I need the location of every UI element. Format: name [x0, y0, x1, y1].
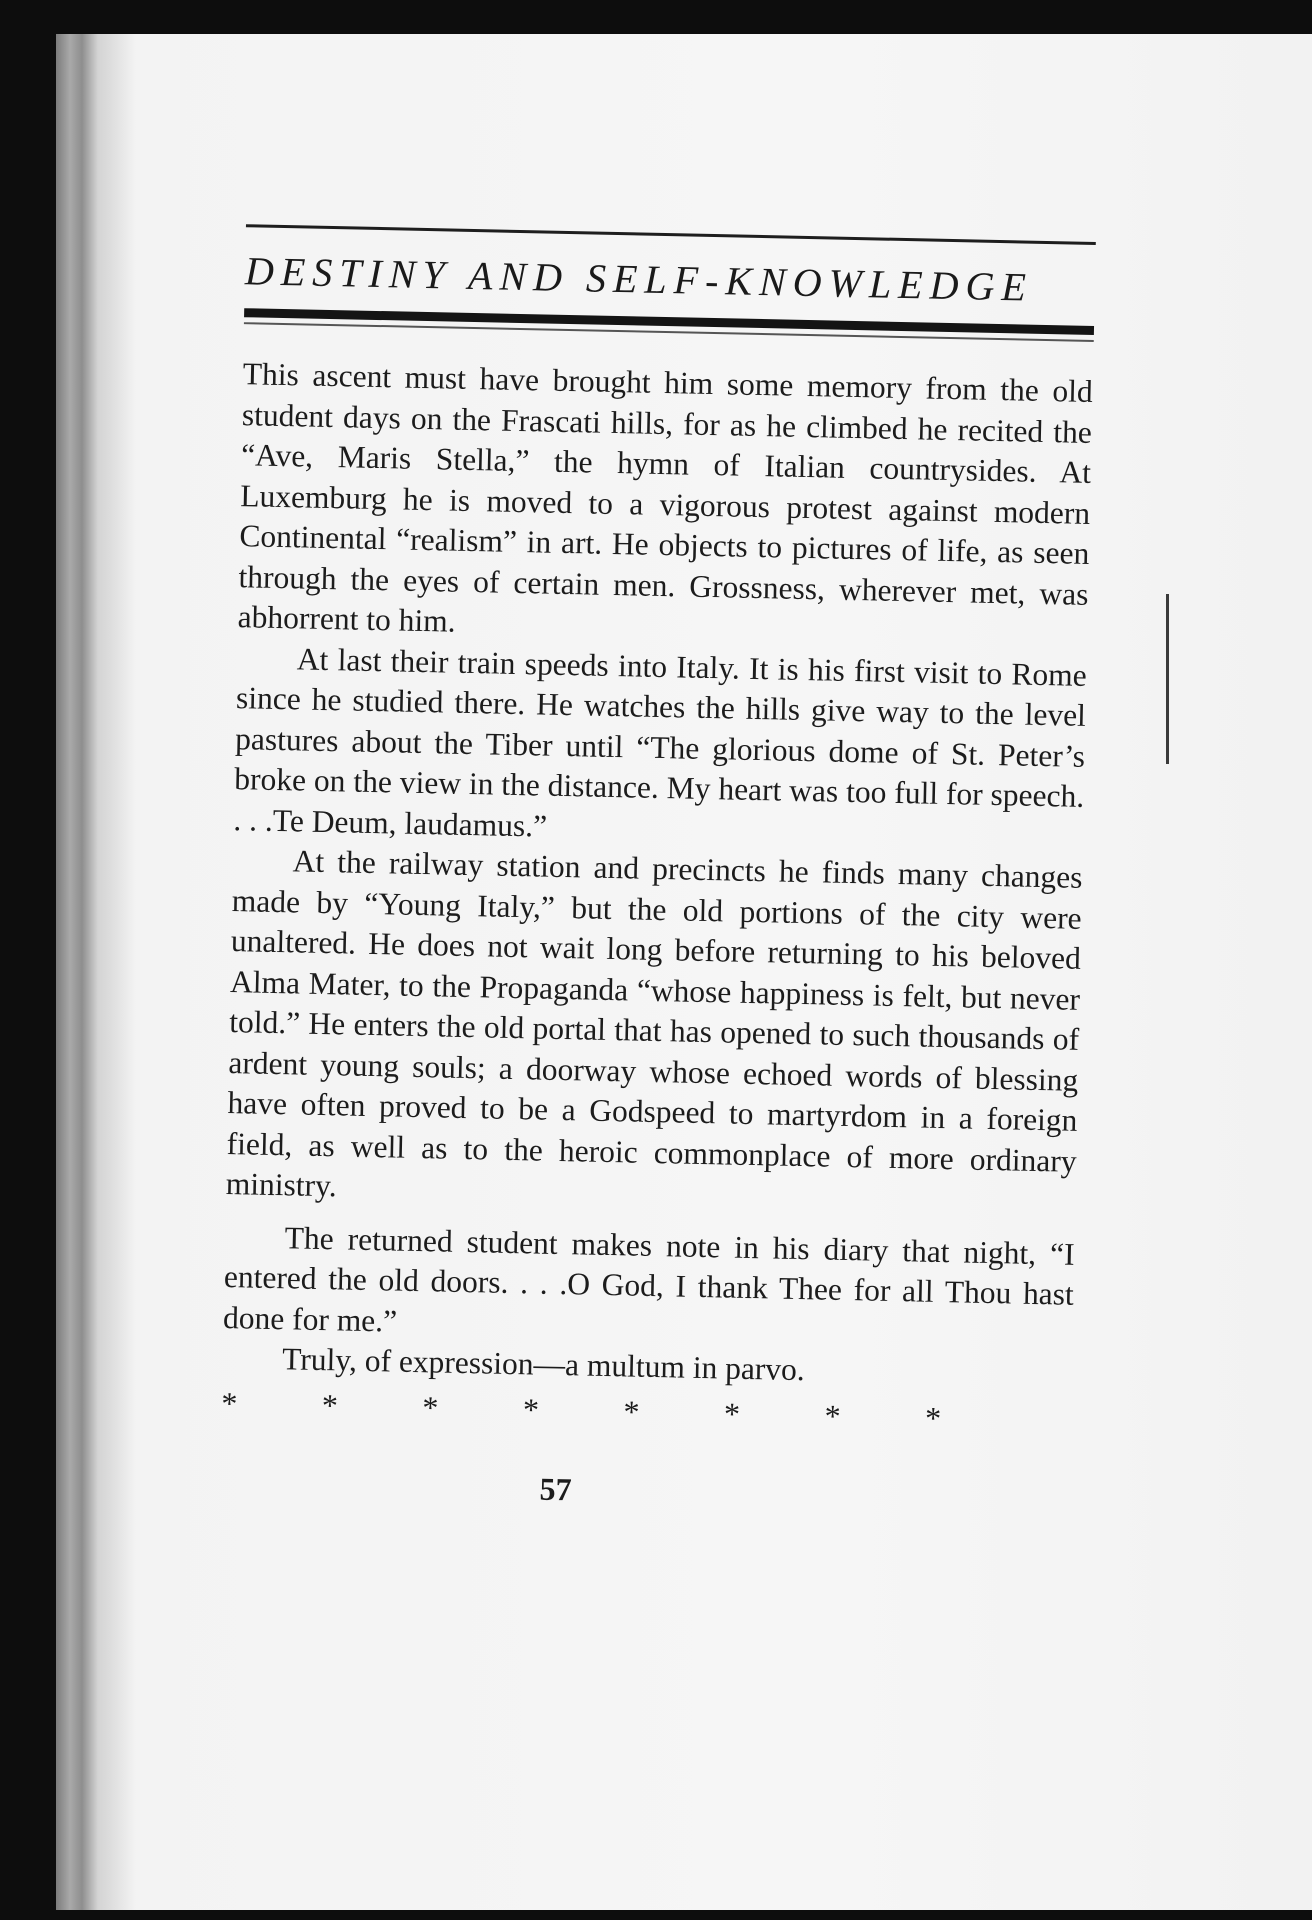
section-break-stars: [221, 1384, 942, 1436]
running-head: DESTINY AND SELF-KNOWLEDGE: [244, 248, 1034, 310]
star: *: [220, 1384, 238, 1421]
body-text: [222, 354, 1093, 1396]
star: *: [824, 1397, 841, 1434]
star: *: [321, 1386, 339, 1423]
header-rule-top: [246, 224, 1096, 245]
paragraph-4: The returned student makes note in his diary that night, “I entered the old doors. . . .O God, I thank Thee for all Thou hast done for me.”: [222, 1219, 1075, 1339]
star: *: [422, 1388, 439, 1425]
page-content: [209, 224, 1156, 1519]
paragraph-3: At the railway station and precincts he finds many changes made by “Young Italy,” but the old portions of the city were unaltered. He does not wait long before returning to his beloved Alma Mater, to the Propaganda “whose happiness is felt, but never told.” He enters the old portal that has opened to such thousands of ardent young souls; a doorway whose echoed words of blessing have often proved to be a Godspeed to martyrdom in a foreign field, as well as to the heroic commonplace of more ordinary ministry.: [225, 843, 1083, 1204]
star: *: [623, 1392, 640, 1430]
paragraph-2: At last their train speeds into Italy. It is his first visit to Rome since he studied there. He watches the hills give way to the level pastures about the Tiber until “The glorious dome of St. Peter’s broke on the view in the distance. My heart was too full for speech. . . .Te Deum, laudamus.”: [233, 640, 1088, 844]
paragraph-5: Truly, of expression—a multum in parvo.: [281, 1341, 806, 1388]
page-number: 57: [539, 1470, 572, 1507]
star: *: [723, 1394, 741, 1432]
book-binding-shadow: [56, 34, 136, 1910]
paragraph-1: This ascent must have brought him some memory from the old student days on the Frascati hills, for as he climbed he recited the “Ave, Maris Stella,” the hymn of Italian countrysides. At Luxemburg he is moved to a vigorous protest against modern Continental “realism” in art. He objects to pictures of life, as seen through the eyes of certain men. Grossness, wherever met, was abhorrent to him.: [237, 356, 1094, 639]
star: *: [924, 1399, 942, 1436]
book-page: [56, 34, 1312, 1910]
margin-mark: [1166, 594, 1169, 764]
star: *: [522, 1390, 540, 1428]
